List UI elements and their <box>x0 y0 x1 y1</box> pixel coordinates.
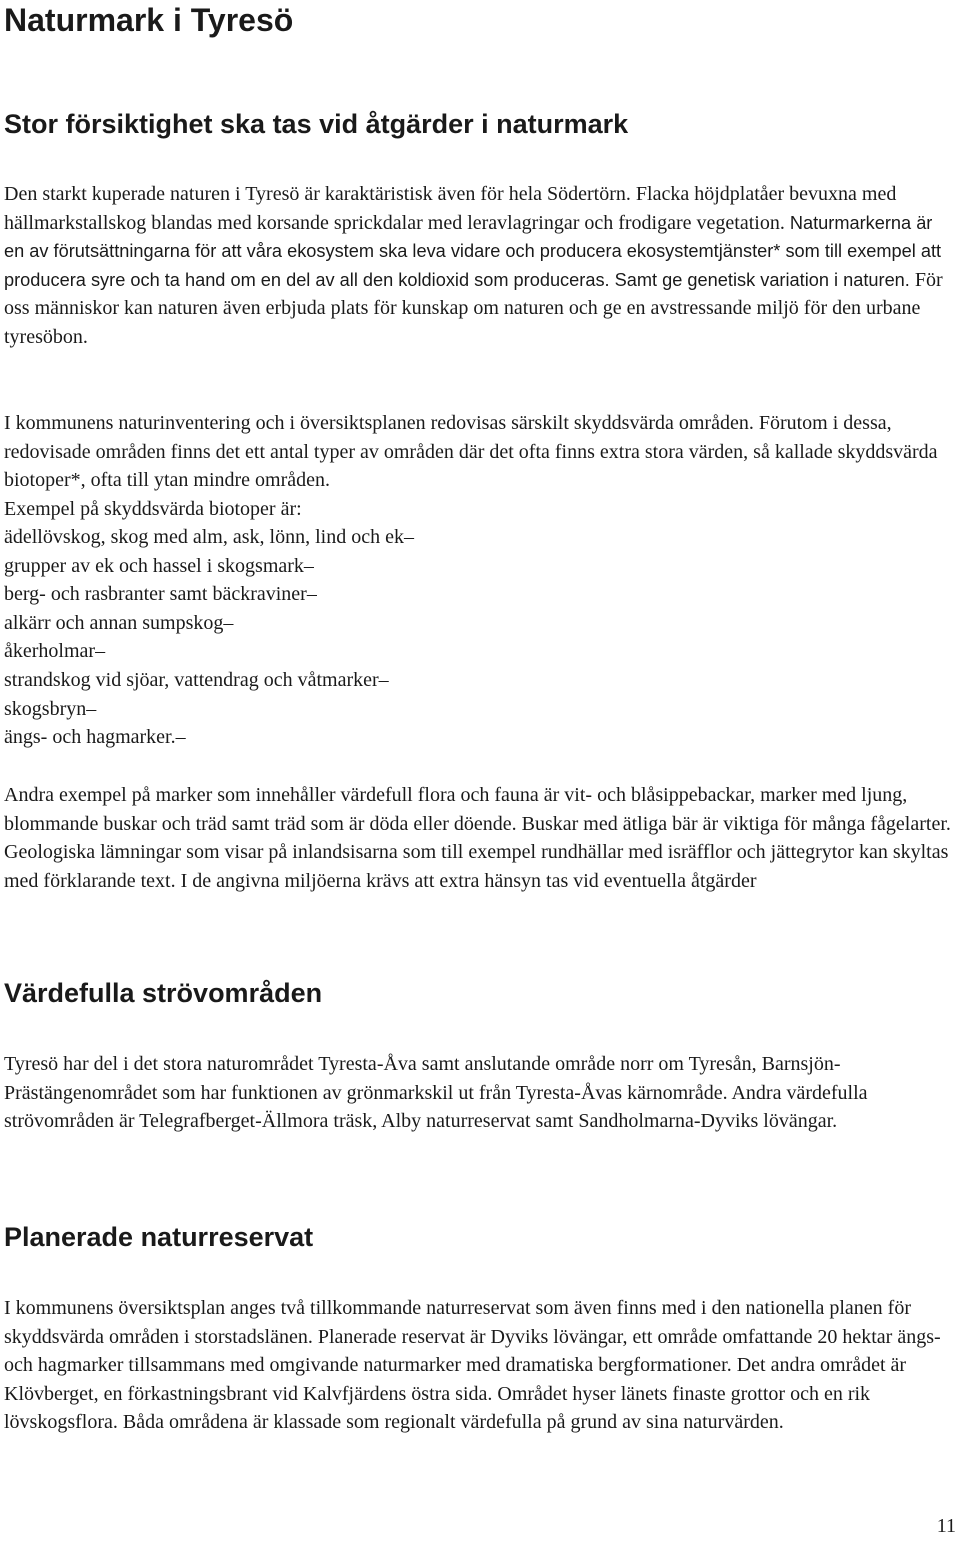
paragraph-naturen-part1: Den starkt kuperade naturen i Tyresö är karaktäristisk även för hela Södertörn. Flacka höjdplatåer bevuxna med hällmarkstallskog blandas med korsande sprickdalar med leravlagringar och frodigare vegetation. <box>4 183 897 234</box>
section-heading-forsiktighet: Stor försiktighet ska tas vid åtgärder i naturmark <box>4 109 629 139</box>
list-item <box>4 695 956 724</box>
list-item-text: grupper av ek och hassel i skogsmark <box>4 554 304 577</box>
list-intro: Exempel på skyddsvärda biotoper är: <box>4 498 302 520</box>
list-item <box>4 552 956 581</box>
list-item-text: strandskog vid sjöar, vattendrag och våtmarker <box>4 668 379 691</box>
list-item-text: alkärr och annan sumpskog <box>4 611 224 634</box>
list-item-text: ädellövskog, skog med alm, ask, lönn, lind och ek <box>4 526 404 548</box>
section-heading-naturreservat: Planerade naturreservat <box>4 1222 314 1252</box>
list-item <box>4 609 956 638</box>
list-item <box>4 637 956 666</box>
paragraph-naturen <box>4 180 956 352</box>
paragraph-naturen-part3: För oss människor kan naturen även erbjuda plats för kunskap om naturen och ge en avstressande miljö för den urbane tyresöbon. <box>4 268 943 348</box>
paragraph-strovomraden: Tyresö har del i det stora naturområdet Tyresta-Åva samt anslutande område norr om Tyresån, Barnsjön-Prästängenområdet som har funktionen av grönmarkskil ut från Tyresta-Åvas kärnområde. Andra värdefulla strövområden är Telegrafberget-Ällmora träsk, Alby naturreservat samt Sandholmarna-Dyviks lövängar. <box>4 1053 868 1133</box>
biotope-list <box>4 523 956 752</box>
page-number: 11 <box>936 1515 956 1537</box>
list-item-text: skogsbryn <box>4 697 87 720</box>
list-item-text: berg- och rasbranter samt bäckraviner <box>4 583 307 606</box>
list-item <box>4 523 956 552</box>
paragraph-andra-exempel: Andra exempel på marker som innehåller värdefull flora och fauna är vit- och blåsippebackar, marker med ljung, blommande buskar och träd samt träd som är döda eller döende. Buskar med ätliga bär är viktiga för många fågelarter. Geologiska lämningar som visar på inlandsisarna som till exempel rundhällar med isräfflor och jättegrytor kan skyltas med förklarande text. I de angivna miljöerna krävs att extra hänsyn tas vid eventuella åtgärder <box>4 784 951 892</box>
paragraph-naturreservat: I kommunens översiktsplan anges två tillkommande naturreservat som även finns med i den nationella planen för skyddsvärda områden i storstadslänen. Planerade reservat är Dyviks lövängar, ett område omfattande 20 hektar ängs- och hagmarker tillsammans med omgivande naturmarker med dramatiska bergformationer. Det andra området är Klövberget, en förkastningsbrant vid Kalvfjärdens östra sida. Området hyser länets finaste grottor och en rik lövskogsflora. Båda områdena är klassade som regionalt värdefulla på grund av sina naturvärden. <box>4 1297 941 1434</box>
list-item-text: åkerholmar <box>4 640 96 663</box>
section-heading-strovomraden: Värdefulla strövområden <box>4 978 323 1008</box>
list-item-text: ängs- och hagmarker. <box>4 726 176 749</box>
page-title: Naturmark i Tyresö <box>4 2 294 38</box>
list-item <box>4 580 956 609</box>
paragraph-skyddsvarda: I kommunens naturinventering och i översiktsplanen redovisas särskilt skyddsvärda områden. Förutom i dessa, redovisade områden finns det ett antal typer av områden där det ofta finns extra stora värden, så kallade skyddsvärda biotoper*, ofta till ytan mindre områden. <box>4 412 938 492</box>
list-item <box>4 666 956 695</box>
paragraph-naturen-part2: Naturmarkerna är en av förutsättningarna för att våra ekosystem ska leva vidare och producera ekosystemtjänster* som till exempel att producera syre och ta hand om en del av all den koldioxid som produceras. Samt ge genetisk variation i naturen. <box>4 212 942 290</box>
list-item <box>4 723 956 752</box>
